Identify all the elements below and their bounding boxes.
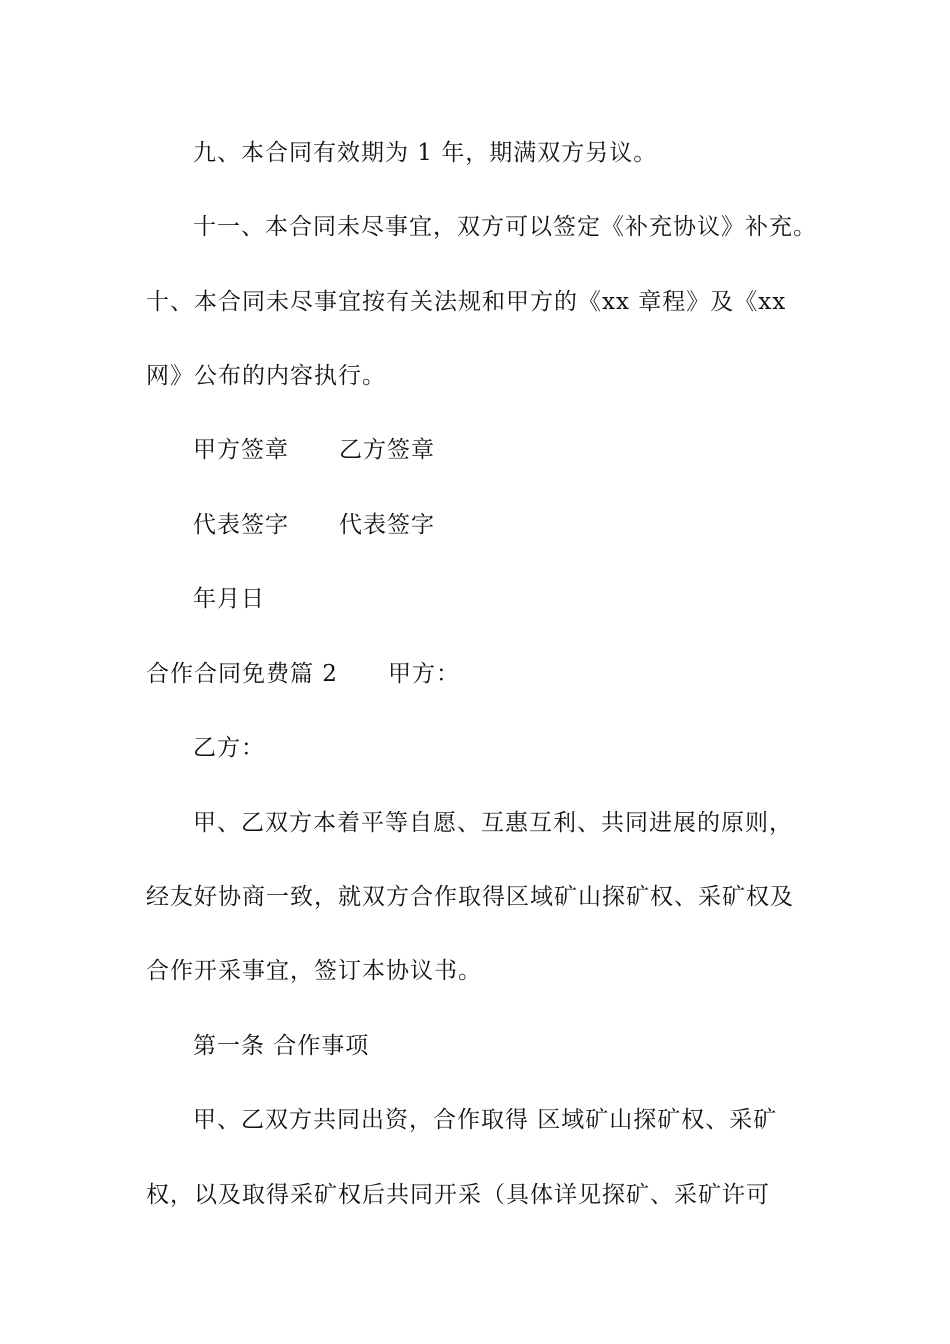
date-line: 年月日 (193, 586, 265, 612)
rep-a-sign: 代表签字 (193, 512, 289, 538)
preamble-line1: 甲、乙双方本着平等自愿、互惠互利、共同进展的原则， (193, 810, 793, 836)
signature-row (193, 435, 435, 465)
clause-9: 九、本合同有效期为 1 年，期满双方另议。 (193, 140, 658, 166)
clause-11: 十一、本合同未尽事宜，双方可以签定《补充协议》补充。 (193, 214, 817, 240)
article-1-line1: 甲、乙双方共同出资，合作取得 区域矿山探矿权、采矿 (193, 1107, 778, 1133)
party-b-label: 乙方： (193, 735, 265, 761)
article-1-heading: 第一条 合作事项 (193, 1033, 370, 1059)
party-a-label: 甲方： (387, 661, 460, 687)
clause-10-line1: 十、本合同未尽事宜按有关法规和甲方的《xx 章程》及《xx (146, 289, 787, 315)
party-b-seal: 乙方签章 (339, 437, 435, 463)
article-1-line2: 权，以及取得采矿权后共同开采（具体详见探矿、采矿许可 (146, 1182, 770, 1208)
party-a-seal: 甲方签章 (193, 437, 289, 463)
clause-10-line2: 网》公布的内容执行。 (146, 363, 386, 389)
preamble-line2: 经友好协商一致，就双方合作取得区域矿山探矿权、采矿权及 (146, 884, 794, 910)
section-2-heading: 合作合同免费篇 2 (146, 661, 338, 687)
representative-row (193, 510, 435, 540)
preamble-line3: 合作开采事宜，签订本协议书。 (146, 958, 482, 984)
rep-b-sign: 代表签字 (339, 512, 435, 538)
section-2-heading-row (146, 659, 460, 689)
